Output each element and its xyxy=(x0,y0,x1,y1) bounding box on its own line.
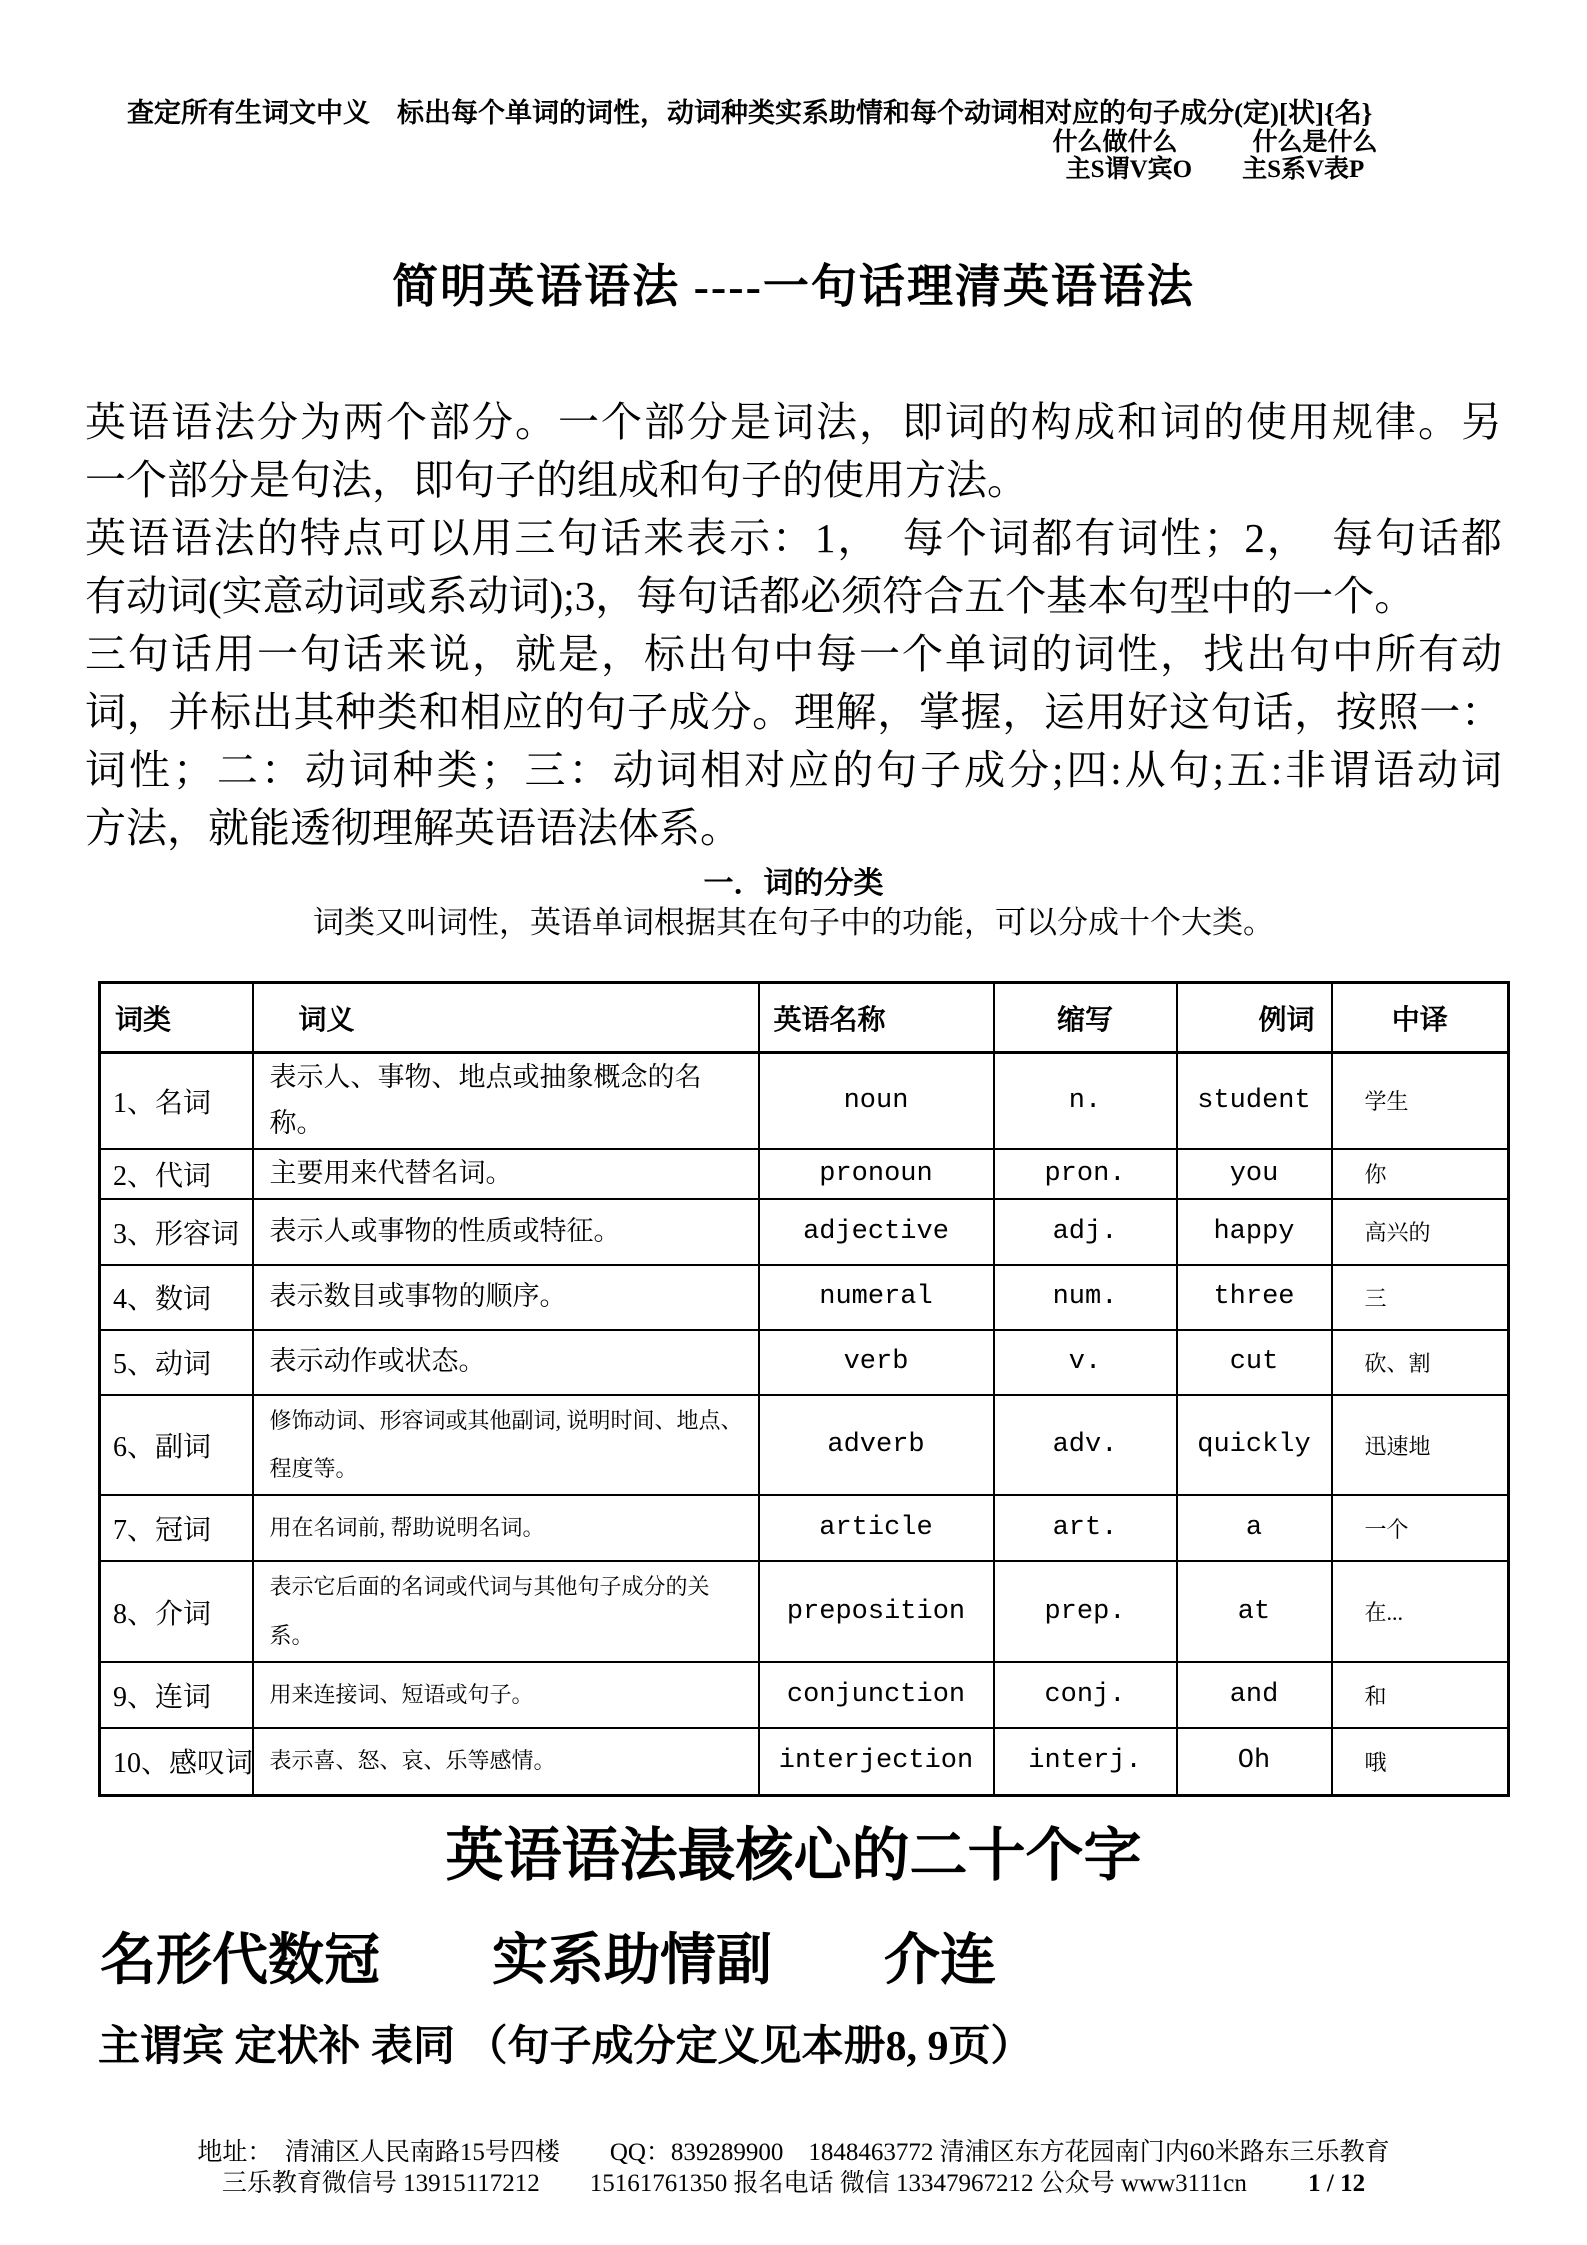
cell-chinese: 在... xyxy=(1332,1561,1509,1662)
cell-chinese: 一个 xyxy=(1332,1495,1509,1561)
column-header-english: 英语名称 xyxy=(759,983,994,1053)
table-row xyxy=(100,1495,1509,1561)
cell-meaning: 用在名词前, 帮助说明名词。 xyxy=(253,1495,759,1561)
annotation-line-2: 什么做什么 什么是什么 xyxy=(1052,129,1378,156)
cell-english: adverb xyxy=(759,1395,994,1496)
intro-line: 英语语法的特点可以用三句话来表示：1， 每个词都有词性；2， 每句话都 xyxy=(85,515,1502,561)
cell-abbr: pron. xyxy=(994,1149,1177,1199)
footer-contact-line xyxy=(0,2168,1587,2199)
intro-line: 英语语法分为两个部分。一个部分是词法，即词的构成和词的使用规律。另 xyxy=(85,399,1502,445)
cell-english: article xyxy=(759,1495,994,1561)
cell-abbr: n. xyxy=(994,1053,1177,1149)
table-header-row xyxy=(100,983,1509,1053)
intro-line: 三句话用一句话来说，就是，标出句中每一个单词的词性，找出句中所有动 xyxy=(85,631,1502,677)
table-row xyxy=(100,1395,1509,1496)
cell-abbr: v. xyxy=(994,1330,1177,1395)
cell-example: student xyxy=(1177,1053,1332,1149)
page-number: 1 / 12 xyxy=(1308,2169,1366,2197)
cell-example: at xyxy=(1177,1561,1332,1662)
cell-word-class: 5、动词 xyxy=(100,1330,253,1395)
footer-address-line: 地址： 清浦区人民南路15号四楼 QQ：839289900 1848463772 清浦区东方花园南门内60米路东三乐教育 xyxy=(197,2138,1390,2166)
cell-chinese: 砍、割 xyxy=(1332,1330,1509,1395)
table-row xyxy=(100,1199,1509,1265)
cell-meaning: 表示人或事物的性质或特征。 xyxy=(253,1199,759,1265)
cell-chinese: 高兴的 xyxy=(1332,1199,1509,1265)
cell-word-class: 9、连词 xyxy=(100,1662,253,1728)
cell-meaning: 修饰动词、形容词或其他副词, 说明时间、地点、程度等。 xyxy=(253,1395,759,1496)
cell-chinese: 三 xyxy=(1332,1265,1509,1330)
intro-line: 方法，就能透彻理解英语语法体系。 xyxy=(85,805,741,851)
cell-word-class: 3、形容词 xyxy=(100,1199,253,1265)
cell-meaning: 表示它后面的名词或代词与其他句子成分的关系。 xyxy=(253,1561,759,1662)
cell-abbr: adv. xyxy=(994,1395,1177,1496)
cell-abbr: prep. xyxy=(994,1561,1177,1662)
page-title: 简明英语语法 ----一句话理清英语语法 xyxy=(392,261,1195,312)
section-heading: 一．词的分类 xyxy=(703,867,884,900)
cell-meaning: 用来连接词、短语或句子。 xyxy=(253,1662,759,1728)
cell-word-class: 4、数词 xyxy=(100,1265,253,1330)
cell-chinese: 学生 xyxy=(1332,1053,1509,1149)
table-row xyxy=(100,1662,1509,1728)
intro-line: 一个部分是句法，即句子的组成和句子的使用方法。 xyxy=(85,457,1028,503)
column-header-word-class: 词类 xyxy=(100,983,253,1053)
cell-abbr: adj. xyxy=(994,1199,1177,1265)
cell-english: pronoun xyxy=(759,1149,994,1199)
cell-example: Oh xyxy=(1177,1728,1332,1795)
cell-meaning: 表示动作或状态。 xyxy=(253,1330,759,1395)
annotation-line-3: 主S谓V宾O 主S系V表P xyxy=(1065,156,1365,183)
intro-line: 词性；二：动词种类；三：动词相对应的句子成分;四:从句;五:非谓语动词 xyxy=(85,747,1502,793)
cell-english: noun xyxy=(759,1053,994,1149)
intro-paragraph xyxy=(85,393,1502,857)
cell-english: interjection xyxy=(759,1728,994,1795)
page-footer xyxy=(0,2137,1587,2199)
table-row xyxy=(100,1149,1509,1199)
cell-word-class: 7、冠词 xyxy=(100,1495,253,1561)
table-row xyxy=(100,1265,1509,1330)
table-row xyxy=(100,1053,1509,1149)
cell-english: verb xyxy=(759,1330,994,1395)
cell-abbr: interj. xyxy=(994,1728,1177,1795)
table-row xyxy=(100,1728,1509,1795)
cell-word-class: 1、名词 xyxy=(100,1053,253,1149)
core-twenty-chars-heading: 英语语法最核心的二十个字 xyxy=(445,1822,1142,1888)
intro-line: 词，并标出其种类和相应的句子成分。理解，掌握，运用好这句话，按照一： xyxy=(85,689,1502,735)
cell-word-class: 10、感叹词 xyxy=(100,1728,253,1795)
cell-example: cut xyxy=(1177,1330,1332,1395)
cell-english: adjective xyxy=(759,1199,994,1265)
cell-english: preposition xyxy=(759,1561,994,1662)
cell-example: a xyxy=(1177,1495,1332,1561)
cell-word-class: 6、副词 xyxy=(100,1395,253,1496)
core-sentence-elements-line: 主谓宾 定状补 表同 （句子成分定义见本册8, 9页） xyxy=(98,2023,1033,2070)
column-header-chinese: 中译 xyxy=(1332,983,1509,1053)
cell-example: happy xyxy=(1177,1199,1332,1265)
cell-meaning: 表示数目或事物的顺序。 xyxy=(253,1265,759,1330)
footer-contact-text: 三乐教育微信号 13915117212 15161761350 报名电话 微信 13347967212 公众号 www3111cn xyxy=(221,2169,1247,2197)
cell-chinese: 和 xyxy=(1332,1662,1509,1728)
intro-line: 有动词(实意动词或系动词);3，每句话都必须符合五个基本句型中的一个。 xyxy=(85,573,1416,619)
column-header-meaning: 词义 xyxy=(253,983,759,1053)
cell-chinese: 迅速地 xyxy=(1332,1395,1509,1496)
cell-meaning: 主要用来代替名词。 xyxy=(253,1149,759,1199)
cell-meaning: 表示喜、怒、哀、乐等感情。 xyxy=(253,1728,759,1795)
cell-example: you xyxy=(1177,1149,1332,1199)
cell-english: conjunction xyxy=(759,1662,994,1728)
cell-abbr: num. xyxy=(994,1265,1177,1330)
cell-abbr: art. xyxy=(994,1495,1177,1561)
table-row xyxy=(100,1330,1509,1395)
cell-chinese: 哦 xyxy=(1332,1728,1509,1795)
table-row xyxy=(100,1561,1509,1662)
cell-example: quickly xyxy=(1177,1395,1332,1496)
core-chars-line: 名形代数冠 实系助情副 介连 xyxy=(100,1929,996,1992)
column-header-abbr: 缩写 xyxy=(994,983,1177,1053)
cell-meaning: 表示人、事物、地点或抽象概念的名称。 xyxy=(253,1053,759,1149)
column-header-example: 例词 xyxy=(1177,983,1332,1053)
section-subheading: 词类又叫词性，英语单词根据其在句子中的功能，可以分成十个大类。 xyxy=(313,905,1274,940)
cell-word-class: 8、介词 xyxy=(100,1561,253,1662)
annotation-sub-block xyxy=(1020,129,1410,183)
cell-example: three xyxy=(1177,1265,1332,1330)
annotation-line-1: 查定所有生词文中义 标出每个单词的词性，动词种类实系助情和每个动词相对应的句子成分(定)[状]{名} xyxy=(127,98,1373,128)
cell-abbr: conj. xyxy=(994,1662,1177,1728)
cell-example: and xyxy=(1177,1662,1332,1728)
cell-chinese: 你 xyxy=(1332,1149,1509,1199)
cell-english: numeral xyxy=(759,1265,994,1330)
parts-of-speech-table xyxy=(98,981,1510,1797)
cell-word-class: 2、代词 xyxy=(100,1149,253,1199)
